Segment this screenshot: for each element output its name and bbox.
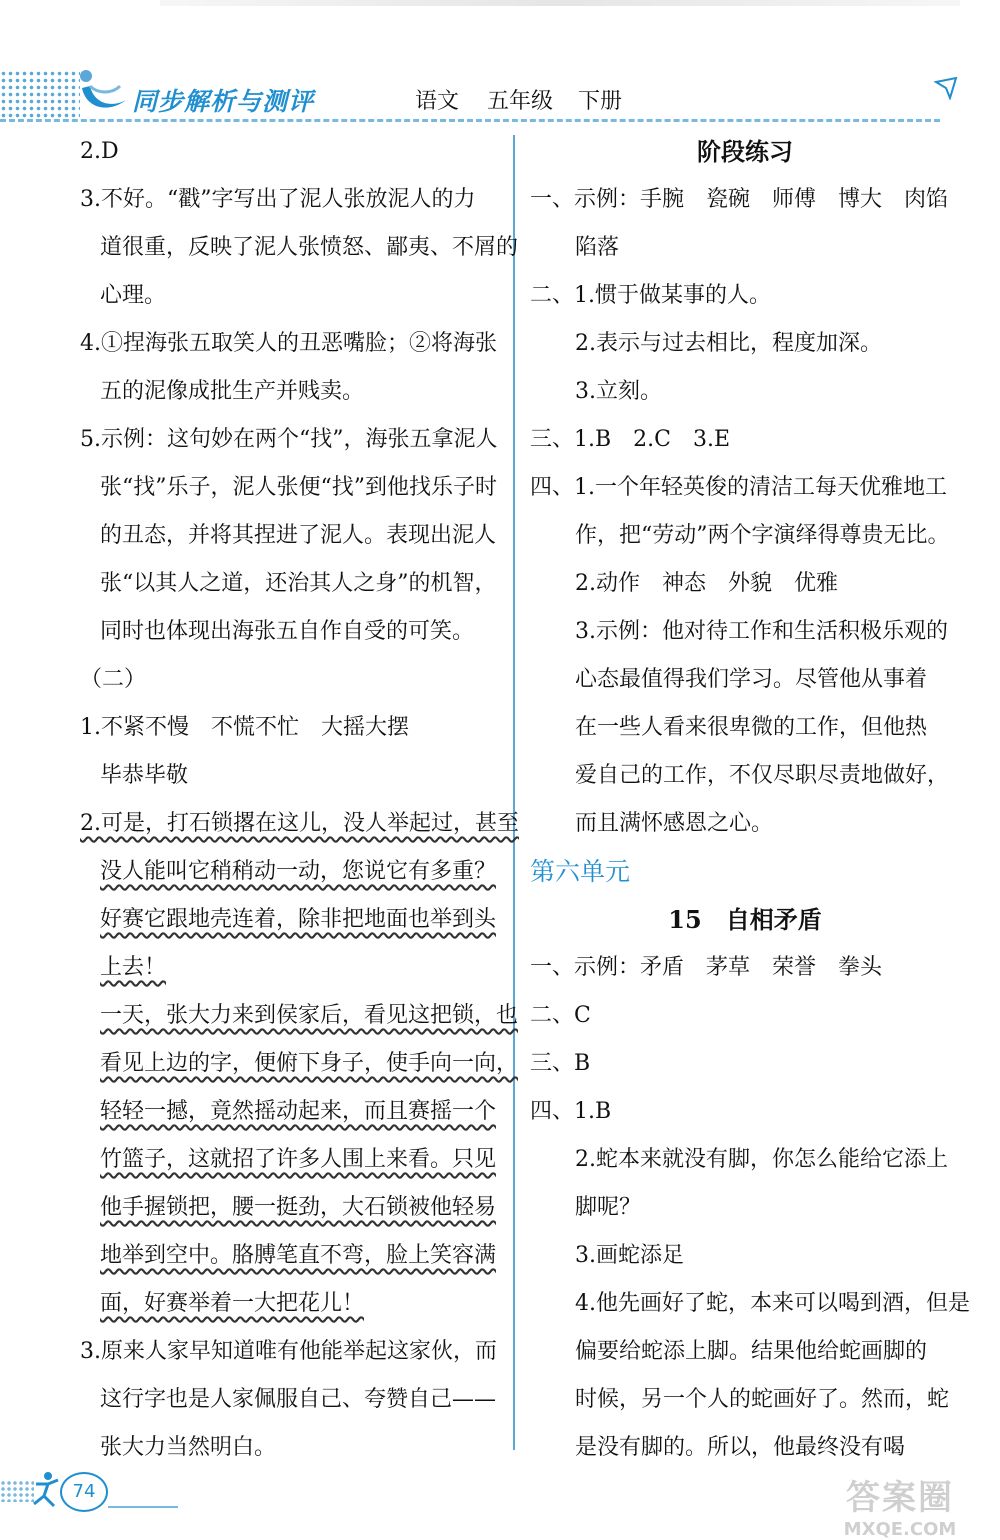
left-line [80, 1280, 505, 1328]
header-dot-pattern [0, 70, 80, 120]
right-line [530, 128, 960, 176]
left-line [80, 800, 519, 848]
right-line [530, 608, 960, 656]
left-line [80, 416, 505, 464]
line-text: 道很重，反映了泥人张愤怒、鄙夷、不屑的 [100, 235, 519, 260]
column-divider [513, 135, 515, 1450]
line-text: 阶段练习 [697, 137, 793, 166]
line-text: 心态最值得我们学习。尽管他从事着 [575, 667, 928, 692]
right-line [530, 1232, 960, 1280]
line-text: 2.表示与过去相比，程度加深。 [575, 331, 882, 356]
right-line [530, 1328, 960, 1376]
subject-label: 语文 [415, 89, 460, 114]
left-line [80, 608, 505, 656]
header-dashed-rule [0, 119, 940, 122]
line-text: 时候，另一个人的蛇画好了。然而，蛇 [575, 1387, 950, 1412]
right-line [530, 944, 960, 992]
grade-label: 五年级 [487, 89, 554, 114]
left-line [80, 320, 505, 368]
line-text: 同时也体现出海张五自作自受的可笑。 [100, 619, 475, 644]
line-text: 轻轻一撼，竟然摇动起来，而且赛摇一个 [100, 1099, 497, 1124]
left-line [80, 704, 505, 752]
watermark-url: MXQE.COM [843, 1519, 957, 1540]
top-edge-shadow [160, 0, 960, 6]
right-line [530, 1280, 970, 1328]
right-line [530, 992, 960, 1040]
line-text: 在一些人看来很卑微的工作，但他热 [575, 715, 928, 740]
right-line [530, 1424, 960, 1472]
line-text: 作，把“劳动”两个字演绎得尊贵无比。 [575, 523, 950, 548]
left-line [80, 1088, 505, 1136]
line-text: 而且满怀感恩之心。 [575, 811, 774, 836]
line-text: 3.画蛇添足 [575, 1243, 684, 1268]
right-line [530, 176, 960, 224]
corner-arrow-icon [934, 76, 958, 100]
right-line [530, 368, 960, 416]
left-line [80, 176, 505, 224]
line-text: 爱自己的工作，不仅尽职尽责地做好， [575, 763, 950, 788]
left-line [80, 1136, 505, 1184]
right-line [530, 896, 960, 944]
left-line [80, 944, 505, 992]
line-text: 没人能叫它稍稍动一动，您说它有多重？ [100, 859, 497, 884]
line-text: 1.不紧不慢 不慌不忙 大摇大摆 [80, 715, 409, 740]
line-text: 面，好赛举着一大把花儿！ [100, 1291, 365, 1316]
line-text: 毕恭毕敬 [100, 763, 189, 788]
line-text: 张大力当然明白。 [100, 1435, 277, 1460]
line-text: 2.可是，打石锁撂在这儿，没人举起过，甚至 [80, 811, 519, 836]
line-text: 脚呢？ [575, 1195, 642, 1220]
right-line [530, 848, 960, 896]
line-text: （二） [80, 667, 147, 692]
left-line [80, 1328, 505, 1376]
left-line [80, 992, 519, 1040]
left-line [80, 1040, 519, 1088]
left-line [80, 224, 519, 272]
left-line [80, 368, 505, 416]
left-line [80, 1424, 505, 1472]
line-text: 五的泥像成批生产并贱卖。 [100, 379, 365, 404]
left-line [80, 560, 505, 608]
watermark-title: 答案圈 [846, 1478, 954, 1518]
right-line [530, 800, 960, 848]
left-line [80, 752, 505, 800]
line-text: 偏要给蛇添上脚。结果他给蛇画脚的 [575, 1339, 928, 1364]
left-line [80, 1232, 505, 1280]
right-line [530, 224, 960, 272]
line-text: 四、1.B [530, 1099, 612, 1124]
line-text: 2.动作 神态 外貌 优雅 [575, 571, 838, 596]
page-number: 74 [60, 1472, 108, 1512]
right-line [530, 320, 960, 368]
right-line [530, 560, 960, 608]
right-line [530, 704, 960, 752]
left-line [80, 128, 505, 176]
line-text: 第六单元 [530, 857, 631, 886]
right-line [530, 1040, 960, 1088]
line-text: 3.原来人家早知道唯有他能举起这家伙，而 [80, 1339, 497, 1364]
line-text: 2.蛇本来就没有脚，你怎么能给它添上 [575, 1147, 948, 1172]
line-text: 地举到空中。胳膊笔直不弯，脸上笑容满 [100, 1243, 497, 1268]
right-line [530, 1136, 960, 1184]
left-line [80, 656, 505, 704]
volume-label: 下册 [578, 89, 623, 114]
line-text: 4.他先画好了蛇，本来可以喝到酒，但是 [575, 1291, 970, 1316]
line-text: 陷落 [575, 235, 620, 260]
line-text: 15 自相矛盾 [668, 905, 822, 934]
page-header [0, 60, 1000, 130]
line-text: 3.示例：他对待工作和生活积极乐观的 [575, 619, 948, 644]
line-text: 一、示例：手腕 瓷碗 师傅 博大 肉馅 [530, 187, 949, 212]
line-text: 他手握锁把，腰一挺劲，大石锁被他轻易 [100, 1195, 497, 1220]
line-text: 的丑态，并将其捏进了泥人。表现出泥人 [100, 523, 497, 548]
left-line [80, 512, 505, 560]
line-text: 二、1.惯于做某事的人。 [530, 283, 771, 308]
right-line [530, 1376, 960, 1424]
line-text: 二、C [530, 1003, 591, 1028]
right-column [530, 128, 970, 1472]
line-text: 心理。 [100, 283, 167, 308]
right-line [530, 656, 960, 704]
watermark [810, 1470, 990, 1540]
left-column [80, 128, 519, 1472]
right-line [530, 1184, 960, 1232]
line-text: 竹篮子，这就招了许多人围上来看。只见 [100, 1147, 497, 1172]
runner-icon [30, 1470, 60, 1510]
left-line [80, 848, 505, 896]
line-text: 一天，张大力来到侯家后，看见这把锁，也 [100, 1003, 519, 1028]
line-text: 这行字也是人家佩服自己、夸赞自己—— [100, 1387, 497, 1412]
left-line [80, 1184, 505, 1232]
left-line [80, 272, 505, 320]
line-text: 5.示例：这句妙在两个“找”，海张五拿泥人 [80, 427, 498, 452]
page-footer [0, 1466, 200, 1516]
line-text: 2.D [80, 139, 119, 164]
footer-dot-pattern [0, 1480, 34, 1502]
right-line [530, 752, 960, 800]
right-line [530, 512, 960, 560]
line-text: 看见上边的字，便俯下身子，使手向一向， [100, 1051, 519, 1076]
line-text: 三、B [530, 1051, 591, 1076]
line-text: 4.①捏海张五取笑人的丑恶嘴脸；②将海张 [80, 331, 497, 356]
line-text: 是没有脚的。所以，他最终没有喝 [575, 1435, 906, 1460]
left-line [80, 896, 505, 944]
right-line [530, 464, 960, 512]
brand-title: 同步解析与测评 [132, 87, 315, 116]
footer-rule [108, 1506, 178, 1508]
line-text: 3.不好。“戳”字写出了泥人张放泥人的力 [80, 187, 476, 212]
left-line [80, 1376, 505, 1424]
logo-swirl-icon [72, 64, 130, 122]
right-line [530, 272, 960, 320]
line-text: 一、示例：矛盾 茅草 荣誉 拳头 [530, 955, 883, 980]
right-line [530, 416, 960, 464]
line-text: 张“找”乐子，泥人张便“找”到他找乐子时 [100, 475, 497, 500]
line-text: 好赛它跟地壳连着，除非把地面也举到头 [100, 907, 497, 932]
line-text: 三、1.B 2.C 3.E [530, 427, 731, 452]
line-text: 四、1.一个年轻英俊的清洁工每天优雅地工 [530, 475, 947, 500]
left-line [80, 464, 505, 512]
line-text: 3.立刻。 [575, 379, 662, 404]
line-text: 张“以其人之道，还治其人之身”的机智， [100, 571, 497, 596]
line-text: 上去！ [100, 955, 167, 980]
right-line [530, 1088, 960, 1136]
